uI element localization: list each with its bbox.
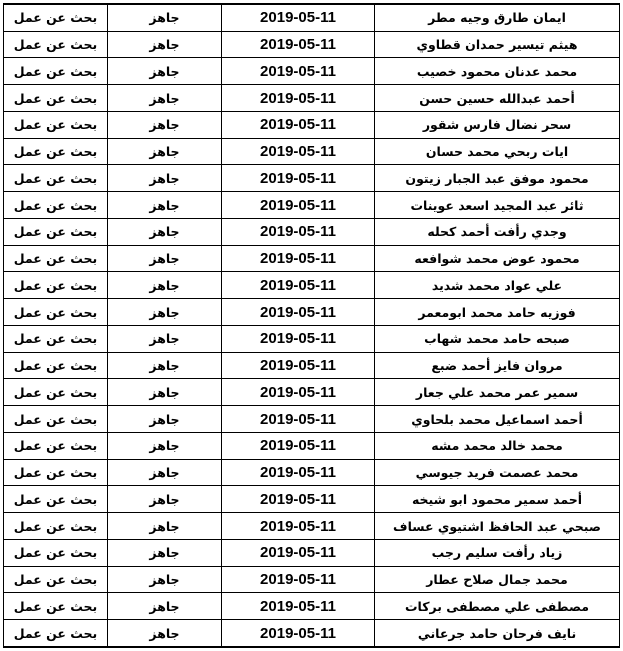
status-cell: جاهز <box>108 138 222 165</box>
date-cell: 2019-05-11 <box>222 459 375 486</box>
action-cell: بحث عن عمل <box>4 299 108 326</box>
date-cell: 2019-05-11 <box>222 245 375 272</box>
action-cell: بحث عن عمل <box>4 31 108 58</box>
status-cell: جاهز <box>108 513 222 540</box>
status-cell: جاهز <box>108 58 222 85</box>
table-row <box>4 593 619 620</box>
table-row <box>4 459 619 486</box>
name-cell: محمد خالد محمد مشه <box>375 432 620 459</box>
status-cell: جاهز <box>108 85 222 112</box>
status-cell: جاهز <box>108 539 222 566</box>
name-cell: مروان فايز أحمد ضبع <box>375 352 620 379</box>
action-cell: بحث عن عمل <box>4 539 108 566</box>
action-cell: بحث عن عمل <box>4 566 108 593</box>
table-row <box>4 138 619 165</box>
status-cell: جاهز <box>108 486 222 513</box>
date-cell: 2019-05-11 <box>222 513 375 540</box>
records-table <box>4 5 619 646</box>
status-cell: جاهز <box>108 272 222 299</box>
date-cell: 2019-05-11 <box>222 325 375 352</box>
table-row <box>4 245 619 272</box>
status-cell: جاهز <box>108 406 222 433</box>
table-row <box>4 85 619 112</box>
action-cell: بحث عن عمل <box>4 513 108 540</box>
name-cell: علي عواد محمد شديد <box>375 272 620 299</box>
table-row <box>4 272 619 299</box>
date-cell: 2019-05-11 <box>222 539 375 566</box>
name-cell: سحر نضال فارس شقور <box>375 111 620 138</box>
table-row <box>4 325 619 352</box>
table-row <box>4 299 619 326</box>
action-cell: بحث عن عمل <box>4 5 108 31</box>
action-cell: بحث عن عمل <box>4 138 108 165</box>
action-cell: بحث عن عمل <box>4 486 108 513</box>
status-cell: جاهز <box>108 325 222 352</box>
date-cell: 2019-05-11 <box>222 406 375 433</box>
name-cell: فوزيه حامد محمد ابومعمر <box>375 299 620 326</box>
name-cell: صبحي عبد الحافظ اشتيوي عساف <box>375 513 620 540</box>
status-cell: جاهز <box>108 111 222 138</box>
date-cell: 2019-05-11 <box>222 58 375 85</box>
action-cell: بحث عن عمل <box>4 85 108 112</box>
date-cell: 2019-05-11 <box>222 379 375 406</box>
action-cell: بحث عن عمل <box>4 593 108 620</box>
name-cell: ايات ربحي محمد حسان <box>375 138 620 165</box>
date-cell: 2019-05-11 <box>222 432 375 459</box>
table-row <box>4 379 619 406</box>
date-cell: 2019-05-11 <box>222 352 375 379</box>
action-cell: بحث عن عمل <box>4 620 108 646</box>
date-cell: 2019-05-11 <box>222 192 375 219</box>
status-cell: جاهز <box>108 593 222 620</box>
action-cell: بحث عن عمل <box>4 352 108 379</box>
name-cell: نايف فرحان حامد جرعاني <box>375 620 620 646</box>
table-row <box>4 218 619 245</box>
date-cell: 2019-05-11 <box>222 5 375 31</box>
date-cell: 2019-05-11 <box>222 85 375 112</box>
records-table-body <box>4 5 619 646</box>
date-cell: 2019-05-11 <box>222 620 375 646</box>
date-cell: 2019-05-11 <box>222 218 375 245</box>
table-row <box>4 432 619 459</box>
table-row <box>4 406 619 433</box>
action-cell: بحث عن عمل <box>4 245 108 272</box>
name-cell: محمد جمال صلاح عطار <box>375 566 620 593</box>
status-cell: جاهز <box>108 620 222 646</box>
name-cell: أحمد عبدالله حسين حسن <box>375 85 620 112</box>
status-cell: جاهز <box>108 192 222 219</box>
status-cell: جاهز <box>108 299 222 326</box>
name-cell: ثائر عبد المجيد اسعد عوينات <box>375 192 620 219</box>
action-cell: بحث عن عمل <box>4 379 108 406</box>
table-row <box>4 566 619 593</box>
name-cell: محمد عصمت فريد جيوسي <box>375 459 620 486</box>
action-cell: بحث عن عمل <box>4 111 108 138</box>
table-row <box>4 513 619 540</box>
table-row <box>4 352 619 379</box>
name-cell: مصطفى علي مصطفى بركات <box>375 593 620 620</box>
action-cell: بحث عن عمل <box>4 432 108 459</box>
table-row <box>4 620 619 646</box>
date-cell: 2019-05-11 <box>222 486 375 513</box>
action-cell: بحث عن عمل <box>4 272 108 299</box>
name-cell: محمد عدنان محمود خصيب <box>375 58 620 85</box>
name-cell: أحمد سمير محمود ابو شيخه <box>375 486 620 513</box>
status-cell: جاهز <box>108 245 222 272</box>
name-cell: محمود موفق عبد الجبار زيتون <box>375 165 620 192</box>
status-cell: جاهز <box>108 165 222 192</box>
date-cell: 2019-05-11 <box>222 593 375 620</box>
date-cell: 2019-05-11 <box>222 31 375 58</box>
status-cell: جاهز <box>108 566 222 593</box>
table-row <box>4 539 619 566</box>
table-row <box>4 165 619 192</box>
date-cell: 2019-05-11 <box>222 272 375 299</box>
date-cell: 2019-05-11 <box>222 111 375 138</box>
action-cell: بحث عن عمل <box>4 165 108 192</box>
table-row <box>4 192 619 219</box>
date-cell: 2019-05-11 <box>222 566 375 593</box>
name-cell: زياد رأفت سليم رجب <box>375 539 620 566</box>
action-cell: بحث عن عمل <box>4 325 108 352</box>
table-row <box>4 111 619 138</box>
table-row <box>4 5 619 31</box>
action-cell: بحث عن عمل <box>4 406 108 433</box>
date-cell: 2019-05-11 <box>222 138 375 165</box>
status-cell: جاهز <box>108 379 222 406</box>
date-cell: 2019-05-11 <box>222 299 375 326</box>
action-cell: بحث عن عمل <box>4 192 108 219</box>
name-cell: وجدي رأفت أحمد كحله <box>375 218 620 245</box>
name-cell: محمود عوض محمد شوافعه <box>375 245 620 272</box>
status-cell: جاهز <box>108 218 222 245</box>
date-cell: 2019-05-11 <box>222 165 375 192</box>
table-row <box>4 31 619 58</box>
status-cell: جاهز <box>108 459 222 486</box>
records-sheet <box>3 3 620 648</box>
name-cell: أحمد اسماعيل محمد بلحاوي <box>375 406 620 433</box>
status-cell: جاهز <box>108 432 222 459</box>
table-row <box>4 486 619 513</box>
name-cell: صبحه حامد محمد شهاب <box>375 325 620 352</box>
name-cell: سمير عمر محمد علي جعار <box>375 379 620 406</box>
status-cell: جاهز <box>108 31 222 58</box>
table-row <box>4 58 619 85</box>
action-cell: بحث عن عمل <box>4 58 108 85</box>
action-cell: بحث عن عمل <box>4 459 108 486</box>
status-cell: جاهز <box>108 5 222 31</box>
name-cell: هيثم تيسير حمدان قطاوي <box>375 31 620 58</box>
name-cell: ايمان طارق وجيه مطر <box>375 5 620 31</box>
status-cell: جاهز <box>108 352 222 379</box>
action-cell: بحث عن عمل <box>4 218 108 245</box>
